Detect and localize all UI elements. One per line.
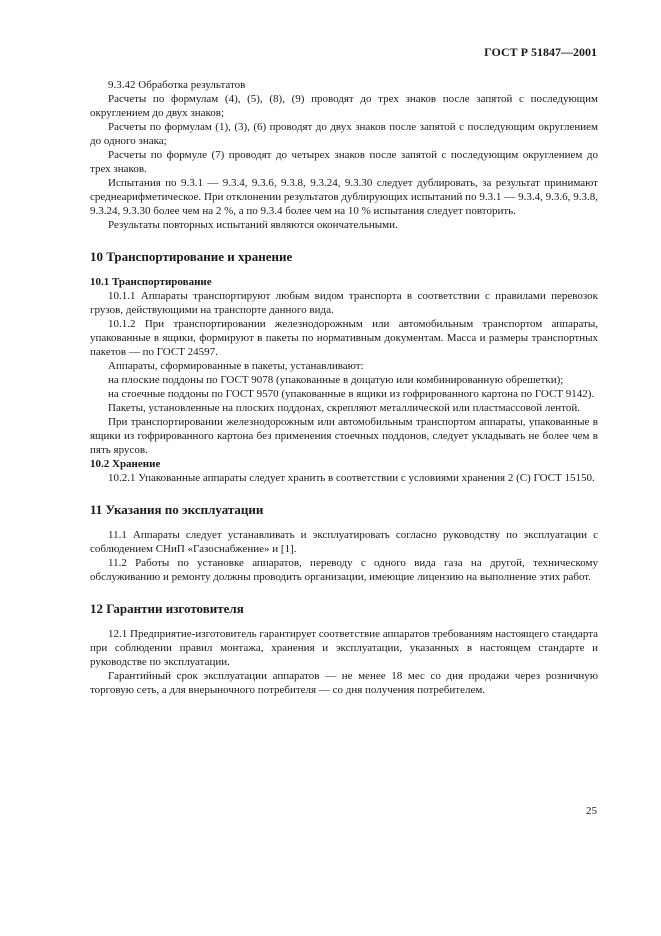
subsection-heading: 9.3.42 Обработка результатов bbox=[108, 79, 246, 91]
paragraph: Расчеты по формулам (1), (3), (6) проводят до двух знаков после запятой с последующим округлением до одного знака; bbox=[90, 121, 598, 147]
page-number: 25 bbox=[586, 805, 597, 817]
section-12 bbox=[90, 601, 598, 697]
paragraph: 10.1.1 Аппараты транспортируют любым видом транспорта в соответствии с правилами перевозок грузов, действующими на транспорте данного вида. bbox=[90, 290, 598, 316]
section-title: 10 Транспортирование и хранение bbox=[90, 249, 293, 264]
paragraph: на стоечные поддоны по ГОСТ 9570 (упакованные в ящики из гофрированного картона по ГОСТ 9142). bbox=[108, 388, 595, 400]
paragraph: Гарантийный срок эксплуатации аппаратов — не менее 18 мес со дня продажи через розничную торговую сеть, а для внерыночного потребителя — со дня получения потребителем. bbox=[90, 670, 598, 696]
paragraph: Аппараты, сформированные в пакеты, устанавливают: bbox=[108, 360, 364, 372]
subsection-heading: 10.1 Транспортирование bbox=[90, 276, 212, 288]
document-body bbox=[90, 78, 598, 697]
paragraph: Результаты повторных испытаний являются окончательными. bbox=[108, 219, 398, 231]
document-header: ГОСТ Р 51847—2001 bbox=[484, 45, 597, 59]
paragraph: 11.1 Аппараты следует устанавливать и эксплуатировать согласно руководству по эксплуатации с соблюдением СНиП «Газоснабжение» и [1]. bbox=[90, 529, 598, 555]
section-title: 12 Гарантии изготовителя bbox=[90, 601, 244, 616]
paragraph: 10.2.1 Упакованные аппараты следует хранить в соответствии с условиями хранения 2 (С) ГОСТ 15150. bbox=[108, 472, 595, 484]
paragraph: Пакеты, установленные на плоских поддонах, скрепляют металлической или пластмассовой лентой. bbox=[108, 402, 580, 414]
section-9-3-42 bbox=[90, 78, 598, 232]
paragraph: на плоские поддоны по ГОСТ 9078 (упакованные в дощатую или комбинированную обрешетки); bbox=[108, 374, 564, 386]
paragraph: Расчеты по формуле (7) проводят до четырех знаков после запятой с последующим округлением до трех знаков. bbox=[90, 149, 598, 175]
paragraph: Расчеты по формулам (4), (5), (8), (9) проводят до трех знаков после запятой с последующим округлением до двух знаков; bbox=[90, 93, 598, 119]
paragraph: При транспортировании железнодорожным или автомобильным транспортом аппараты, упакованные в ящики из гофрированного картона без применения стоечных поддонов, следует укладывать не более чем в пять ярусов. bbox=[90, 416, 598, 456]
section-11 bbox=[90, 502, 598, 584]
section-title: 11 Указания по эксплуатации bbox=[90, 502, 264, 517]
paragraph: 10.1.2 При транспортировании железнодорожным или автомобильным транспортом аппараты, упакованные в ящики, формируют в пакеты по нормативным документам. Масса и размеры транспортных пакетов — по ГОСТ 24597. bbox=[90, 318, 598, 358]
paragraph: 12.1 Предприятие-изготовитель гарантирует соответствие аппаратов требованиям настоящего стандарта при соблюдении правил монтажа, хранения и эксплуатации, указанных в настоящем стандарте и руководстве по эксплуатации. bbox=[90, 628, 599, 668]
paragraph: 11.2 Работы по установке аппаратов, переводу с одного вида газа на другой, техническому обслуживанию и ремонту должны проводить организации, имеющие лицензию на выполнение этих работ. bbox=[90, 557, 598, 583]
section-10 bbox=[90, 249, 598, 485]
paragraph: Испытания по 9.3.1 — 9.3.4, 9.3.6, 9.3.8, 9.3.24, 9.3.30 следует дублировать, за результат принимают среднеарифметическое. При отклонении результатов дублирующих испытаний по 9.3.1 — 9.3.4, 9.3.6, 9.3.8, 9.3.24, 9.3.30 более чем на 2 %, а по 9.3.4 более чем на 10 % испытания следует повторить. bbox=[90, 177, 598, 217]
subsection-heading: 10.2 Хранение bbox=[90, 458, 161, 470]
